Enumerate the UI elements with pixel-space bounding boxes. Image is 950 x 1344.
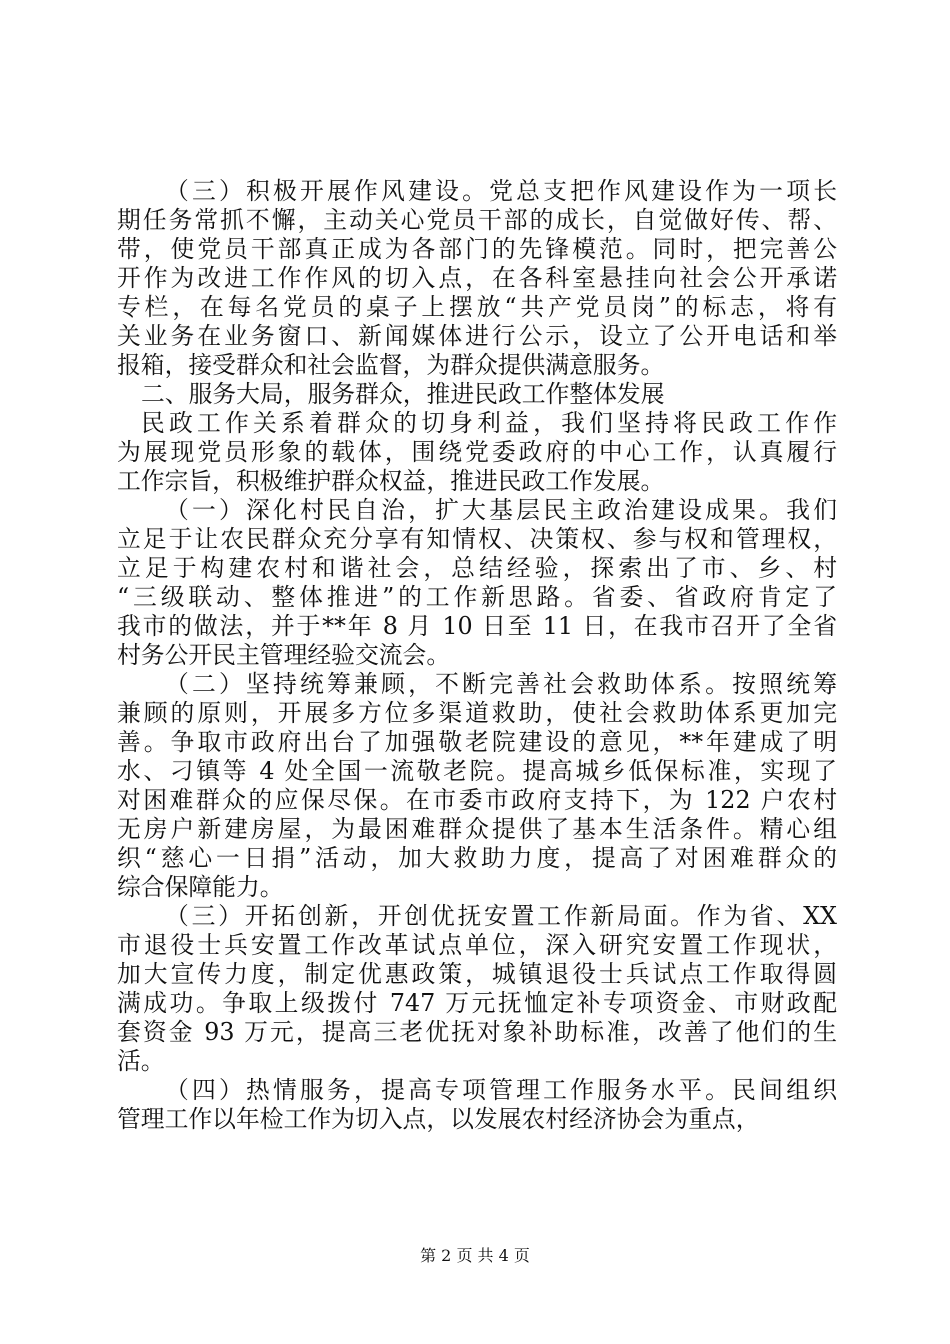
page-number-footer: 第 2 页 共 4 页 [420,1246,530,1265]
paragraph-line: 善。争取市政府出台了加强敬老院建设的意见，**年建成了明 [117,728,837,756]
paragraph-line: 水、刁镇等 4 处全国一流敬老院。提高城乡低保标准，实现了 [117,757,837,785]
paragraph-line: 兼顾的原则，开展多方位多渠道救助，使社会救助体系更加完 [117,699,837,727]
paragraph-line: （三）积极开展作风建设。党总支把作风建设作为一项长 [165,177,837,205]
paragraph-line: 民政工作关系着群众的切身利益，我们坚持将民政工作作 [141,409,837,437]
paragraph-line: 工作宗旨，积极维护群众权益，推进民政工作发展。 [117,467,665,495]
paragraph-line: 开作为改进工作作风的切入点，在各科室悬挂向社会公开承诺 [117,264,837,292]
paragraph-line: 综合保障能力。 [117,873,284,901]
paragraph-line: 为展现党员形象的载体，围绕党委政府的中心工作，认真履行 [117,438,837,466]
paragraph-line: 管理工作以年检工作为切入点，以发展农村经济协会为重点， [117,1105,760,1133]
paragraph-line: 对困难群众的应保尽保。在市委市政府支持下，为 122 户农村 [117,786,837,814]
paragraph-line: 村务公开民主管理经验交流会。 [117,641,451,669]
paragraph-line: （四）热情服务，提高专项管理工作服务水平。民间组织 [165,1076,837,1104]
paragraph-line: 无房户新建房屋，为最困难群众提供了基本生活条件。精心组 [117,815,837,843]
paragraph-line: 满成功。争取上级拨付 747 万元抚恤定补专项资金、市财政配 [117,989,837,1017]
paragraph-line: 织“慈心一日捐”活动，加大救助力度，提高了对困难群众的 [117,844,837,872]
paragraph-line: 报箱，接受群众和社会监督，为群众提供满意服务。 [117,351,665,379]
paragraph-line: 期任务常抓不懈，主动关心党员干部的成长，自觉做好传、帮、 [117,206,837,234]
paragraph-line: 活。 [117,1047,165,1075]
paragraph-line: （二）坚持统筹兼顾，不断完善社会救助体系。按照统筹 [165,670,837,698]
paragraph-line: （一）深化村民自治，扩大基层民主政治建设成果。我们 [165,496,837,524]
paragraph-line: 立足于构建农村和谐社会，总结经验，探索出了市、乡、村 [117,554,837,582]
paragraph-line: 立足于让农民群众充分享有知情权、决策权、参与权和管理权， [117,525,837,553]
paragraph-line: 带，使党员干部真正成为各部门的先锋模范。同时，把完善公 [117,235,837,263]
paragraph-line: （三）开拓创新，开创优抚安置工作新局面。作为省、XX [165,902,837,930]
paragraph-line: 我市的做法，并于**年 8 月 10 日至 11 日，在我市召开了全省 [117,612,837,640]
paragraph-line: 关业务在业务窗口、新闻媒体进行公示，设立了公开电话和举 [117,322,837,350]
paragraph-line: 专栏，在每名党员的桌子上摆放“共产党员岗”的标志，将有 [117,293,837,321]
section-heading: 二、服务大局，服务群众，推进民政工作整体发展 [141,380,665,408]
paragraph-line: 市退役士兵安置工作改革试点单位，深入研究安置工作现状， [117,931,837,959]
paragraph-line: 加大宣传力度，制定优惠政策，城镇退役士兵试点工作取得圆 [117,960,837,988]
paragraph-line: 套资金 93 万元，提高三老优抚对象补助标准，改善了他们的生 [117,1018,837,1046]
paragraph-line: “三级联动、整体推进”的工作新思路。省委、省政府肯定了 [117,583,837,611]
